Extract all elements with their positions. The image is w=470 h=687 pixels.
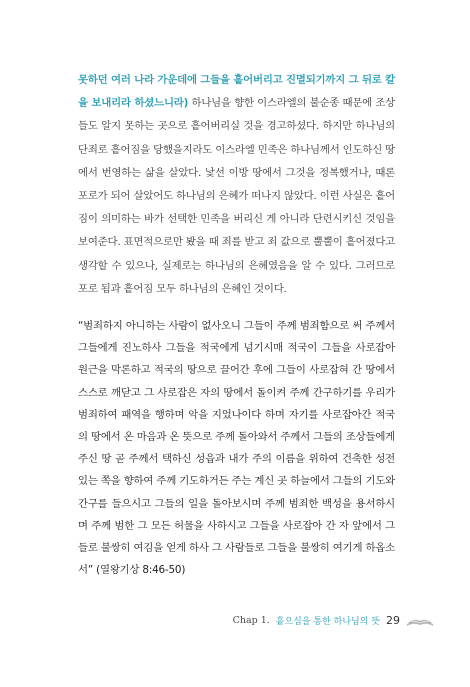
body-paragraph: [78, 69, 395, 301]
highlighted-scripture: 못하던 여러 나라 가운데에 그들을 흩어버리고 진멸되기까지 그 뒤로 칼을 보내리라 하셨느니라): [78, 74, 395, 110]
chapter-title: 흩으심을 통한 하나님의 뜻: [275, 617, 380, 627]
chapter-label: Chap 1.: [232, 615, 270, 626]
page-number: 29: [386, 614, 400, 627]
scripture-quote: “범죄하지 아니하는 사람이 없사오니 그들이 주께 범죄함으로 써 주께서 그들에게 진노하사 그들을 적국에게 넘기시매 적국이 그들을 사로잡아 원근을 막론하고 적국의 땅으로 끌어간 후에 그들이 사로잡혀 간 땅에서 스스로 깨닫고 그 사로잡은 자의 땅에서 돌이켜 주께 간구하기를 우리가 범죄하여 패역을 행하며 악을 지었나이다 하며 자기를 사로잡아간 적국의 땅에서 온 마음과 온 뜻으로 주께 돌아와서 주께서 그들의 조상들에게 주신 땅 곧 주께서 택하신 성읍과 내가 주의 이름을 위하여 건축한 성전 있는 쪽을 향하여 주께 기도하거든 주는 계신 곳 하늘에서 그들의 기도와 간구를 들으시고 그들의 일을 돌아보시며 주께 범죄한 백성을 용서하시며 주께 범한 그 모든 허물을 사하시고 그들을 사로잡아 간 자 앞에서 그들로 불쌍히 여김을 얻게 하사 그 사람들로 그들을 불쌍히 여기게 하옵소서” (열왕기상 8:46-50): [78, 320, 395, 577]
page-footer: [233, 614, 434, 627]
open-book-icon: [406, 615, 434, 627]
paragraph-text: 하나님을 향한 이스라엘의 불순종 때문에 조상들도 알지 못하는 곳으로 흩어버리실 것을 경고하셨다. 하지만 하나님의 단죄로 흩어짐을 당했을지라도 이스라엘 민족은 하나님께서 인도하신 땅에서 번영하는 삶을 살았다. 낯선 이방 땅에서 그것을 정복했거나, 때론 포로가 되어 살았어도 하나님의 은혜가 떠나지 않았다. 이런 사실은 흩어짐이 의미하는 바가 선택한 민족을 버리신 게 아니라 단련시키신 것임을 보여준다. 표면적으로만 봤을 때 죄를 받고 죄 값으로 뿔뿔이 흩어졌다고 생각할 수 있으나, 실제로는 하나님의 은혜였음을 알 수 있다. 그러므로 포로 됨과 흩어짐 모두 하나님의 은혜인 것이다.: [78, 97, 395, 295]
